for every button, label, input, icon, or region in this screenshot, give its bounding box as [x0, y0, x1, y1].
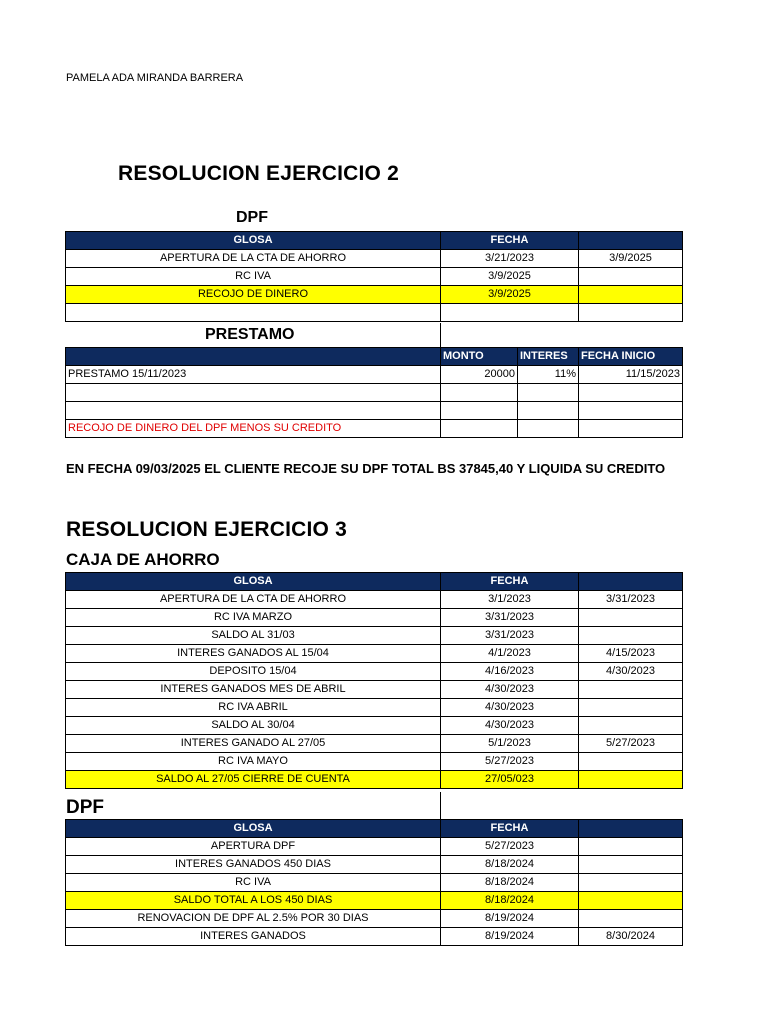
- header-fecha: FECHA: [441, 232, 579, 250]
- ejercicio-3-title: RESOLUCION EJERCICIO 3: [66, 518, 347, 541]
- cell-glosa[interactable]: RENOVACION DE DPF AL 2.5% POR 30 DIAS: [66, 910, 441, 928]
- cell-glosa[interactable]: SALDO AL 27/05 CIERRE DE CUENTA: [66, 771, 441, 789]
- table-row: [66, 645, 683, 663]
- header-blank: [579, 573, 683, 591]
- cell-fecha-fin[interactable]: 4/30/2023: [579, 663, 683, 681]
- table-row: [66, 753, 683, 771]
- cell-fecha[interactable]: 8/19/2024: [441, 910, 579, 928]
- cell-fecha[interactable]: 5/27/2023: [441, 753, 579, 771]
- cell-interes[interactable]: [518, 384, 579, 402]
- table-row: [66, 304, 683, 322]
- ej2-prestamo-heading: PRESTAMO: [205, 326, 295, 343]
- table-header-row: [66, 348, 683, 366]
- cell-fecha[interactable]: 3/21/2023: [441, 250, 579, 268]
- header-monto: MONTO: [441, 348, 518, 366]
- header-blank: [66, 348, 441, 366]
- table-row: [66, 856, 683, 874]
- cell-fecha[interactable]: 8/18/2024: [441, 892, 579, 910]
- author-name: PAMELA ADA MIRANDA BARRERA: [66, 72, 244, 84]
- cell-glosa[interactable]: SALDO TOTAL A LOS 450 DIAS: [66, 892, 441, 910]
- cell-fecha-fin[interactable]: 5/27/2023: [579, 735, 683, 753]
- cell-glosa[interactable]: SALDO AL 31/03: [66, 627, 441, 645]
- table-row: [66, 699, 683, 717]
- cell-fecha[interactable]: 3/31/2023: [441, 627, 579, 645]
- table-row: [66, 735, 683, 753]
- header-glosa: GLOSA: [66, 820, 441, 838]
- cell-fecha[interactable]: 3/1/2023: [441, 591, 579, 609]
- cell-fecha-fin[interactable]: [579, 838, 683, 856]
- table-row-highlighted: [66, 892, 683, 910]
- cell-fecha-fin[interactable]: [579, 753, 683, 771]
- table-header-row: [66, 573, 683, 591]
- cell-concepto[interactable]: [66, 402, 441, 420]
- ejercicio-2-title: RESOLUCION EJERCICIO 2: [118, 162, 399, 185]
- cell-concepto-alert[interactable]: RECOJO DE DINERO DEL DPF MENOS SU CREDITO: [66, 420, 441, 438]
- cell-interes[interactable]: [518, 420, 579, 438]
- header-blank: [579, 232, 683, 250]
- ej3-dpf-table: [65, 819, 683, 946]
- table-row: [66, 420, 683, 438]
- table-row: [66, 591, 683, 609]
- ej3-dpf-heading: DPF: [66, 797, 104, 818]
- cell-fecha-inicio[interactable]: [579, 384, 683, 402]
- cell-fecha-fin[interactable]: [579, 304, 683, 322]
- cell-glosa[interactable]: [66, 304, 441, 322]
- ej2-statement: EN FECHA 09/03/2025 EL CLIENTE RECOJE SU DPF TOTAL BS 37845,40 Y LIQUIDA SU CREDITO: [66, 461, 666, 476]
- table-row: [66, 910, 683, 928]
- cell-fecha-fin[interactable]: 3/9/2025: [579, 250, 683, 268]
- ej2-prestamo-table: [65, 347, 683, 438]
- cell-glosa[interactable]: RC IVA MAYO: [66, 753, 441, 771]
- cell-monto[interactable]: [441, 384, 518, 402]
- cell-interes[interactable]: [518, 402, 579, 420]
- cell-glosa[interactable]: APERTURA DPF: [66, 838, 441, 856]
- cell-fecha-fin[interactable]: [579, 717, 683, 735]
- ej3-caja-table: [65, 572, 683, 789]
- cell-concepto[interactable]: [66, 384, 441, 402]
- header-interes: INTERES: [518, 348, 579, 366]
- table-row: [66, 838, 683, 856]
- table-row: [66, 663, 683, 681]
- cell-fecha[interactable]: 5/1/2023: [441, 735, 579, 753]
- table-row: [66, 627, 683, 645]
- table-header-row: [66, 820, 683, 838]
- cell-fecha[interactable]: 3/31/2023: [441, 609, 579, 627]
- header-glosa: GLOSA: [66, 573, 441, 591]
- table-row: [66, 874, 683, 892]
- ej2-dpf-heading: DPF: [236, 209, 268, 226]
- cell-fecha-inicio[interactable]: 11/15/2023: [579, 366, 683, 384]
- cell-glosa[interactable]: DEPOSITO 15/04: [66, 663, 441, 681]
- table-row: [66, 609, 683, 627]
- header-fecha: FECHA: [441, 573, 579, 591]
- cell-glosa[interactable]: APERTURA DE LA CTA DE AHORRO: [66, 250, 441, 268]
- table-row-highlighted: [66, 771, 683, 789]
- table-row: [66, 717, 683, 735]
- cell-monto[interactable]: 20000: [441, 366, 518, 384]
- table-header-row: [66, 232, 683, 250]
- cell-fecha[interactable]: 3/9/2025: [441, 268, 579, 286]
- cell-glosa[interactable]: INTERES GANADOS 450 DIAS: [66, 856, 441, 874]
- header-fecha: FECHA: [441, 820, 579, 838]
- cell-fecha-fin[interactable]: [579, 771, 683, 789]
- cell-glosa[interactable]: RC IVA ABRIL: [66, 699, 441, 717]
- cell-glosa[interactable]: RC IVA MARZO: [66, 609, 441, 627]
- table-row: [66, 928, 683, 946]
- cell-fecha[interactable]: 8/19/2024: [441, 928, 579, 946]
- cell-fecha[interactable]: 8/18/2024: [441, 874, 579, 892]
- table-row: [66, 268, 683, 286]
- cell-monto[interactable]: [441, 402, 518, 420]
- cell-fecha-inicio[interactable]: [579, 402, 683, 420]
- cell-fecha[interactable]: 4/16/2023: [441, 663, 579, 681]
- cell-fecha[interactable]: 4/30/2023: [441, 699, 579, 717]
- table-row: [66, 384, 683, 402]
- cell-interes[interactable]: 11%: [518, 366, 579, 384]
- cell-glosa[interactable]: INTERES GANADOS: [66, 928, 441, 946]
- header-fecha-inicio: FECHA INICIO: [579, 348, 683, 366]
- cell-fecha[interactable]: 4/1/2023: [441, 645, 579, 663]
- column-divider: [440, 792, 441, 820]
- cell-fecha-fin[interactable]: [579, 609, 683, 627]
- cell-monto[interactable]: [441, 420, 518, 438]
- cell-fecha-fin[interactable]: [579, 874, 683, 892]
- cell-fecha-fin[interactable]: [579, 892, 683, 910]
- cell-fecha-fin[interactable]: [579, 910, 683, 928]
- cell-fecha[interactable]: 8/18/2024: [441, 856, 579, 874]
- cell-fecha-fin[interactable]: 8/30/2024: [579, 928, 683, 946]
- column-divider: [440, 323, 441, 348]
- cell-glosa[interactable]: INTERES GANADO AL 27/05: [66, 735, 441, 753]
- cell-fecha[interactable]: [441, 304, 579, 322]
- cell-fecha-fin[interactable]: [579, 681, 683, 699]
- cell-glosa[interactable]: RC IVA: [66, 874, 441, 892]
- cell-glosa[interactable]: RECOJO DE DINERO: [66, 286, 441, 304]
- cell-glosa[interactable]: APERTURA DE LA CTA DE AHORRO: [66, 591, 441, 609]
- cell-concepto[interactable]: PRESTAMO 15/11/2023: [66, 366, 441, 384]
- cell-glosa[interactable]: RC IVA: [66, 268, 441, 286]
- table-row: [66, 402, 683, 420]
- header-blank: [579, 820, 683, 838]
- cell-fecha[interactable]: 4/30/2023: [441, 681, 579, 699]
- ej3-caja-heading: CAJA DE AHORRO: [66, 550, 220, 569]
- table-row-highlighted: [66, 286, 683, 304]
- cell-glosa[interactable]: SALDO AL 30/04: [66, 717, 441, 735]
- cell-glosa[interactable]: INTERES GANADOS AL 15/04: [66, 645, 441, 663]
- cell-fecha-fin[interactable]: [579, 856, 683, 874]
- header-glosa: GLOSA: [66, 232, 441, 250]
- cell-fecha-fin[interactable]: [579, 699, 683, 717]
- cell-fecha-fin[interactable]: [579, 627, 683, 645]
- cell-fecha-fin[interactable]: 4/15/2023: [579, 645, 683, 663]
- table-row: [66, 250, 683, 268]
- table-row: [66, 366, 683, 384]
- cell-fecha-fin[interactable]: [579, 268, 683, 286]
- cell-fecha-fin[interactable]: 3/31/2023: [579, 591, 683, 609]
- cell-fecha[interactable]: 5/27/2023: [441, 838, 579, 856]
- cell-fecha[interactable]: 3/9/2025: [441, 286, 579, 304]
- table-row: [66, 681, 683, 699]
- cell-fecha[interactable]: 27/05/023: [441, 771, 579, 789]
- cell-fecha-inicio[interactable]: [579, 420, 683, 438]
- ej2-dpf-table: [65, 231, 683, 322]
- cell-fecha-fin[interactable]: [579, 286, 683, 304]
- cell-glosa[interactable]: INTERES GANADOS MES DE ABRIL: [66, 681, 441, 699]
- cell-fecha[interactable]: 4/30/2023: [441, 717, 579, 735]
